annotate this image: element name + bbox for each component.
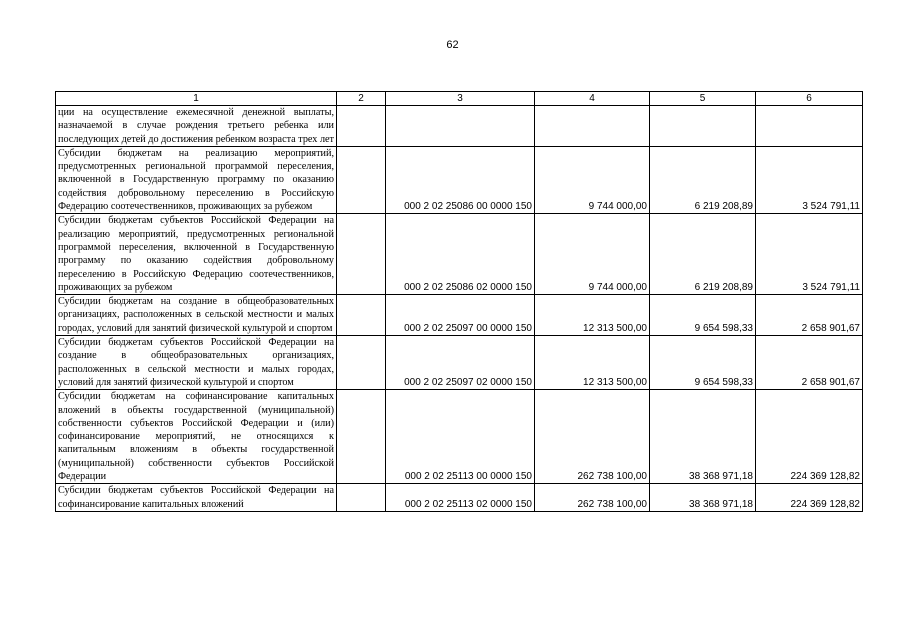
row-plan: 262 738 100,00 [535, 484, 650, 512]
row-description: ции на осуществление ежемесячной денежной выплаты, назначаемой в случае рождения третьего ребенка или последующих детей до достижения ребенком возраста трех лет [56, 106, 337, 147]
row-col2 [337, 106, 386, 147]
column-header-1: 1 [56, 92, 337, 106]
row-remainder: 2 658 901,67 [756, 336, 863, 390]
column-header-6: 6 [756, 92, 863, 106]
page-number: 62 [446, 39, 459, 51]
row-plan [535, 106, 650, 147]
row-col2 [337, 390, 386, 484]
row-code: 000 2 02 25086 02 0000 150 [386, 214, 535, 295]
row-remainder [756, 106, 863, 147]
row-description: Субсидии бюджетам субъектов Российской Федерации на софинансирование капитальных вложений [56, 484, 337, 512]
table-row [56, 336, 863, 390]
row-description: Субсидии бюджетам на реализацию мероприятий, предусмотренных региональной программой переселения, включенной в Государственную программу по оказанию содействия добровольному переселению в Российскую Федерацию соотечественников, проживающих за рубежом [56, 146, 337, 213]
row-remainder: 3 524 791,11 [756, 146, 863, 213]
row-plan: 9 744 000,00 [535, 146, 650, 213]
row-description: Субсидии бюджетам субъектов Российской Федерации на создание в общеобразовательных организациях, расположенных в сельской местности и малых городах, условий для занятий физической культурой и спортом [56, 336, 337, 390]
table-row [56, 390, 863, 484]
row-executed: 9 654 598,33 [650, 295, 756, 336]
row-col2 [337, 336, 386, 390]
table-row [56, 214, 863, 295]
row-remainder: 2 658 901,67 [756, 295, 863, 336]
row-executed: 6 219 208,89 [650, 214, 756, 295]
row-code: 000 2 02 25113 02 0000 150 [386, 484, 535, 512]
row-plan: 12 313 500,00 [535, 336, 650, 390]
row-description: Субсидии бюджетам субъектов Российской Федерации на реализацию мероприятий, предусмотренных региональной программой переселения, включенной в Государственную программу по оказанию содействия добровольному переселению в Российскую Федерацию соотечественников, проживающих за рубежом [56, 214, 337, 295]
budget-table [55, 91, 863, 512]
row-code: 000 2 02 25097 00 0000 150 [386, 295, 535, 336]
table-header-row [56, 92, 863, 106]
row-plan: 12 313 500,00 [535, 295, 650, 336]
table-row [56, 146, 863, 213]
row-remainder: 224 369 128,82 [756, 390, 863, 484]
row-description: Субсидии бюджетам на создание в общеобразовательных организациях, расположенных в сельской местности и малых городах, условий для занятий физической культурой и спортом [56, 295, 337, 336]
row-code [386, 106, 535, 147]
row-code: 000 2 02 25086 00 0000 150 [386, 146, 535, 213]
row-code: 000 2 02 25113 00 0000 150 [386, 390, 535, 484]
row-code: 000 2 02 25097 02 0000 150 [386, 336, 535, 390]
row-description: Субсидии бюджетам на софинансирование капитальных вложений в объекты государственной (муниципальной) собственности субъектов Российской Федерации и (или) софинансирование мероприятий, не относящихся к капитальным вложениям в объекты государственной (муниципальной) собственности субъектов Российской Федерации [56, 390, 337, 484]
row-executed: 9 654 598,33 [650, 336, 756, 390]
column-header-3: 3 [386, 92, 535, 106]
table-row [56, 106, 863, 147]
column-header-4: 4 [535, 92, 650, 106]
row-col2 [337, 484, 386, 512]
row-col2 [337, 295, 386, 336]
row-executed: 6 219 208,89 [650, 146, 756, 213]
row-col2 [337, 214, 386, 295]
row-executed: 38 368 971,18 [650, 484, 756, 512]
table-row [56, 484, 863, 512]
row-plan: 262 738 100,00 [535, 390, 650, 484]
row-executed: 38 368 971,18 [650, 390, 756, 484]
column-header-2: 2 [337, 92, 386, 106]
table-row [56, 295, 863, 336]
row-remainder: 224 369 128,82 [756, 484, 863, 512]
row-col2 [337, 146, 386, 213]
row-plan: 9 744 000,00 [535, 214, 650, 295]
row-executed [650, 106, 756, 147]
row-remainder: 3 524 791,11 [756, 214, 863, 295]
column-header-5: 5 [650, 92, 756, 106]
page-bottom-margin [0, 585, 905, 640]
